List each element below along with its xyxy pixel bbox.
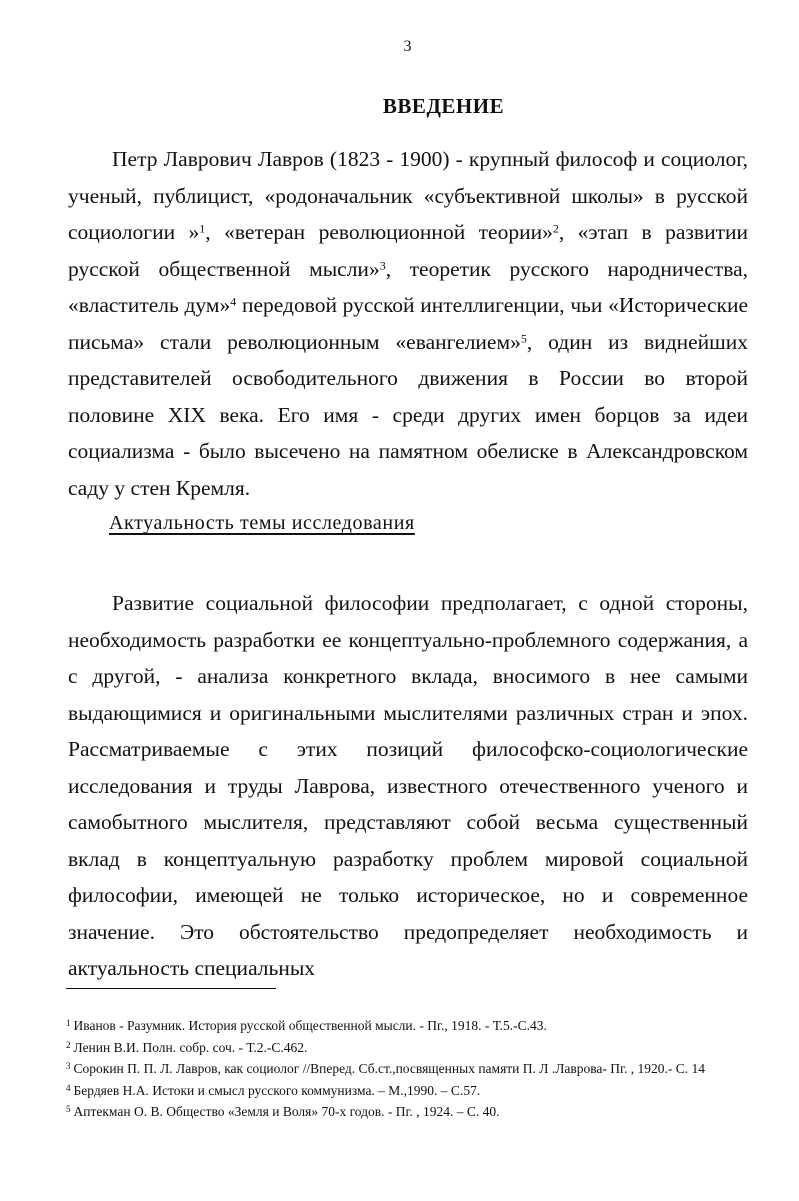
footnote-number: 3 bbox=[66, 1061, 71, 1072]
footnote-ref: 3 bbox=[379, 257, 386, 272]
footnote-item bbox=[66, 1079, 746, 1101]
intro-paragraph bbox=[68, 141, 748, 506]
intro-text: , «ветеран революционной теории» bbox=[205, 220, 553, 244]
footnote-number: 4 bbox=[66, 1082, 71, 1093]
chapter-title: ВВЕДЕНИЕ bbox=[382, 94, 505, 118]
footnote-divider bbox=[66, 988, 276, 989]
footnote-item bbox=[66, 1036, 746, 1058]
footnotes-list bbox=[66, 1014, 746, 1122]
footnote-text: Ленин В.И. Полн. собр. соч. - Т.2.-С.462. bbox=[73, 1039, 308, 1055]
intro-text: передовой русской интеллигенции, чьи «Исторические письма» стали революционным «евангелием» bbox=[68, 293, 748, 354]
intro-text: Петр Лаврович Лавров (1823 - 1900) - крупный философ и социолог, ученый, публицист, «родоначальник «субъективной школы» в русской социологии » bbox=[68, 147, 748, 244]
footnote-number: 1 bbox=[66, 1018, 71, 1028]
footnote-text: Бердяев Н.А. Истоки и смысл русского коммунизма. – М.,1990. – С.57. bbox=[73, 1082, 481, 1098]
footnote-item bbox=[66, 1057, 746, 1079]
footnote-number: 2 bbox=[66, 1039, 71, 1050]
page-number: 3 bbox=[403, 38, 412, 55]
section-heading: Актуальность темы исследования bbox=[109, 512, 415, 534]
footnote-ref: 4 bbox=[230, 294, 237, 309]
intro-text: , «этап в развитии русской общественной мысли» bbox=[68, 220, 748, 281]
footnote-text: Иванов - Разумник. История русской общественной мысли. - Пг., 1918. - Т.5.-С.43. bbox=[73, 1018, 547, 1034]
footnote-text: Сорокин П. П. Л. Лавров, как социолог //Вперед. Сб.ст.,посвященных памяти П. Л .Лаврова- Пг. , 1920.- С. 14 bbox=[73, 1061, 706, 1077]
footnote-ref: 1 bbox=[199, 221, 206, 236]
footnote-ref: 5 bbox=[520, 330, 527, 345]
footnote-ref: 2 bbox=[552, 221, 559, 236]
footnote-item bbox=[66, 1014, 746, 1036]
intro-text: , один из виднейших представителей освободительного движения в России во второй половине XIX века. Его имя - среди других имен борцов за идеи социализма - было высечено на памятном обелиске в Александровском саду у стен Кремля. bbox=[68, 329, 748, 500]
footnote-item bbox=[66, 1100, 746, 1122]
footnote-number: 5 bbox=[66, 1104, 71, 1115]
relevance-paragraph: Развитие социальной философии предполагает, с одной стороны, необходимость разработки ее концептуально-проблемного содержания, а с другой, - анализа конкретного вклада, вносимого в нее самыми выдающимися и оригинальными мыслителями различных стран и эпох. Рассматриваемые с этих позиций философско-социологические исследования и труды Лаврова, известного отечественного ученого и самобытного мыслителя, представляют собой весьма существенный вклад в концептуальную разработку проблем мировой социальной философии, имеющей не только историческое, но и современное значение. Это обстоятельство предопределяет необходимость и актуальность специальных bbox=[68, 591, 748, 980]
intro-text: , теоретик русского народничества, «властитель дум» bbox=[68, 256, 748, 317]
footnote-text: Аптекман О. В. Общество «Земля и Воля» 70-х годов. - Пг. , 1924. – С. 40. bbox=[73, 1104, 500, 1120]
